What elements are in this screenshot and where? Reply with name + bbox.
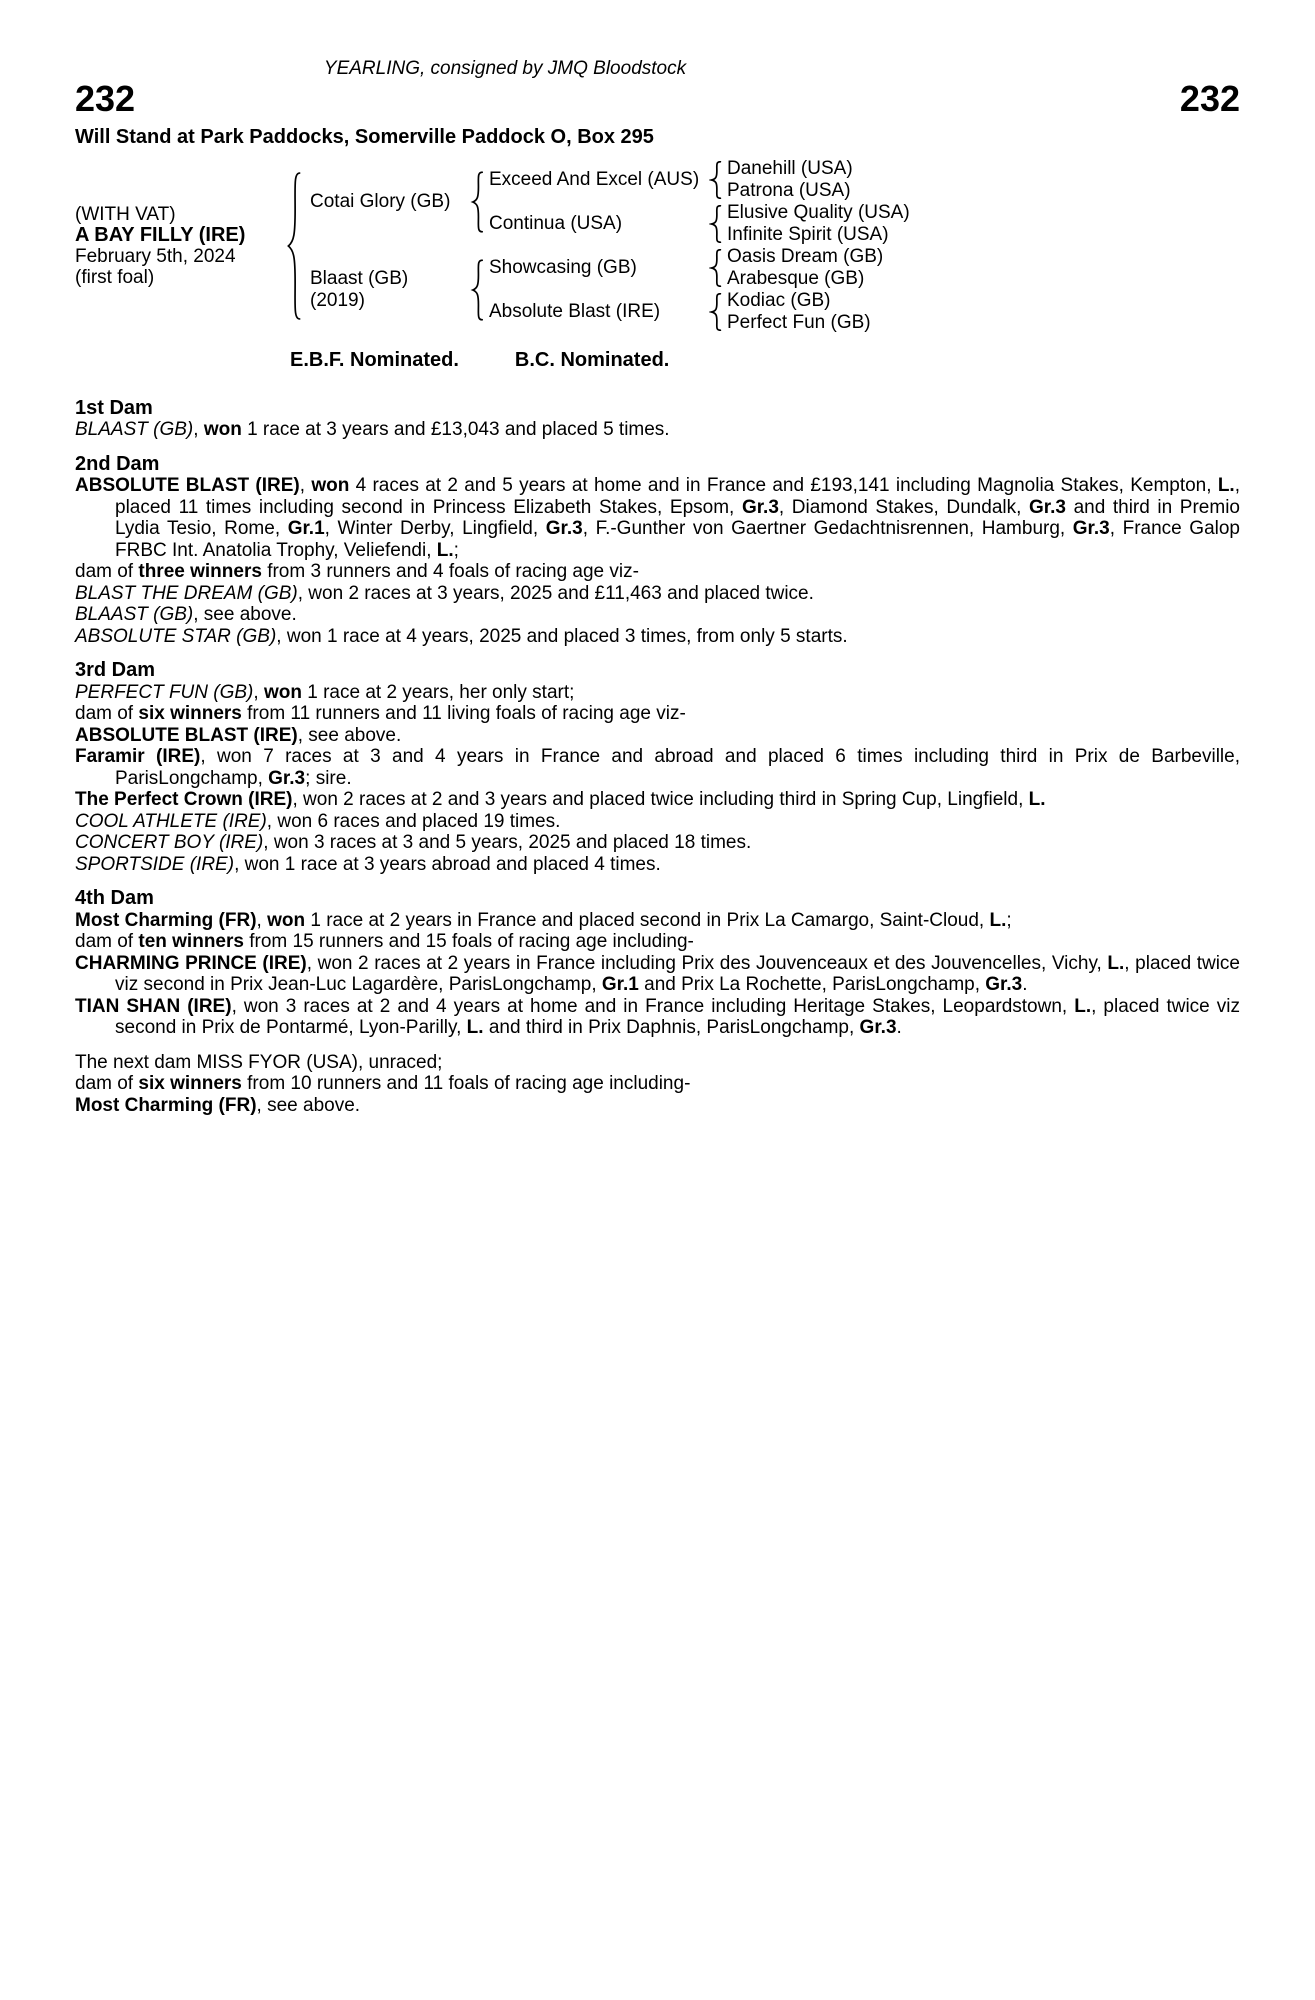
text-segment: .: [1022, 974, 1028, 995]
produce-entry: [75, 854, 1240, 876]
dam-name: Blaast (GB): [310, 268, 409, 289]
stand-location-line: Will Stand at Park Paddocks, Somerville Paddock O, Box 295: [75, 125, 654, 148]
dam-branch: [310, 246, 910, 334]
pedigree-brace-icon: [709, 161, 723, 199]
grandparent-branch: [489, 158, 910, 202]
text-segment: dam of: [75, 1073, 139, 1094]
produce-entry: [75, 832, 1240, 854]
produce-entry: [75, 953, 1240, 996]
great-grandparents: [727, 202, 910, 246]
dam3-produce-intro: [75, 703, 1240, 725]
produce-entry: [75, 604, 1240, 626]
catalogue-body: [75, 398, 1240, 1117]
text-segment: ABSOLUTE BLAST (IRE): [75, 724, 298, 746]
text-segment: ;: [1006, 909, 1012, 931]
section-gap: [75, 1039, 1240, 1052]
great-grandparent-name: Perfect Fun (GB): [727, 312, 871, 333]
text-segment: , see above.: [256, 1094, 361, 1116]
great-grandparent-name: Patrona (USA): [727, 180, 851, 201]
text-segment: ABSOLUTE BLAST (IRE): [75, 475, 300, 496]
granddam-name: Continua (USA): [489, 213, 623, 234]
text-segment: 1 race at 3 years and £13,043 and placed 5 times.: [241, 419, 670, 440]
text-segment: 4 races at 2 and 5 years at home and in France and £193,141 including Magnolia Stakes, Kempton,: [349, 475, 1218, 496]
text-segment: , won 6 races and placed 19 times.: [266, 810, 561, 832]
great-grandparent-name: Danehill (USA): [727, 158, 853, 179]
great-grandparent-name: Arabesque (GB): [727, 268, 865, 289]
text-segment: , Winter Derby, Lingfield,: [324, 518, 546, 539]
text-segment: Gr.3: [985, 974, 1023, 995]
text-segment: ;: [453, 539, 459, 561]
text-segment: , Diamond Stakes, Dundalk,: [778, 496, 1029, 518]
text-segment: Gr.3: [545, 518, 583, 539]
grandparent-branch: [489, 202, 910, 246]
text-segment: , placed twice viz second in Prix Jean-Luc Lagardère, ParisLongchamp,: [115, 952, 1241, 995]
great-grandparents: [727, 290, 871, 334]
pedigree-brace-dam-icon: [470, 259, 485, 321]
text-segment: and Prix La Rochette, ParisLongchamp,: [638, 974, 986, 995]
bc-nominated-label: B.C. Nominated.: [514, 349, 670, 371]
dam1-record: [75, 419, 1240, 441]
pedigree-brace-sire-icon: [470, 171, 485, 233]
text-segment: , see above.: [193, 604, 297, 625]
text-segment: Most Charming (FR): [75, 909, 257, 931]
produce-entry: [75, 1095, 1240, 1117]
text-segment: won: [311, 475, 350, 496]
produce-entry: [75, 789, 1240, 811]
dam3-record: [75, 682, 1240, 704]
text-segment: ; sire.: [305, 767, 352, 789]
produce-entry: [75, 811, 1240, 833]
produce-entry: [75, 746, 1240, 789]
dam2-record: [75, 475, 1240, 561]
ebf-nominated-label: E.B.F. Nominated.: [290, 349, 459, 371]
section-gap: [75, 875, 1240, 888]
text-segment: The next dam MISS FYOR (USA), unraced;: [75, 1051, 443, 1073]
text-segment: .: [896, 1017, 902, 1038]
text-segment: six winners: [138, 1073, 242, 1094]
text-segment: Gr.3: [859, 1017, 897, 1038]
text-segment: L.: [436, 539, 454, 561]
next-dam-line: [75, 1052, 1240, 1074]
sire-grandparents: [489, 158, 910, 246]
text-segment: BLAAST (GB): [75, 419, 194, 440]
text-segment: three winners: [138, 561, 262, 582]
text-segment: , won 2 races at 2 and 3 years and placed twice including third in Spring Cup, Lingfield,: [292, 789, 1029, 810]
text-segment: ten winners: [138, 931, 244, 952]
text-segment: , won 3 races at 3 and 5 years, 2025 and placed 18 times.: [263, 832, 752, 853]
dam-grandparents: [489, 246, 883, 334]
text-segment: dam of: [75, 561, 139, 582]
text-segment: Gr.3: [1028, 496, 1066, 518]
produce-entry: [75, 996, 1240, 1039]
dam4-record: [75, 910, 1240, 932]
great-grandparent-name: Infinite Spirit (USA): [727, 224, 889, 245]
text-segment: 1 race at 2 years in France and placed second in Prix La Camargo, Saint-Cloud,: [305, 909, 990, 931]
text-segment: , see above.: [297, 724, 402, 746]
text-segment: dam of: [75, 703, 139, 724]
text-segment: The Perfect Crown (IRE): [75, 789, 293, 810]
text-segment: Gr.3: [268, 767, 306, 789]
text-segment: won: [267, 909, 306, 931]
text-segment: , placed twice viz second in Prix de Pontarmé, Lyon-Parilly,: [115, 995, 1240, 1038]
text-segment: , won 2 races at 2 years in France including Prix des Jouvenceaux et des Jouvencelles, Vichy,: [306, 952, 1108, 974]
text-segment: 1 race at 2 years, her only start;: [301, 681, 575, 703]
text-segment: , won 1 race at 3 years abroad and placed 4 times.: [234, 853, 661, 875]
text-segment: , won 2 races at 3 years, 2025 and £11,463 and placed twice.: [297, 582, 814, 604]
text-segment: ,: [193, 419, 204, 440]
pedigree-brace-icon: [709, 205, 723, 243]
vat-note: (WITH VAT): [75, 204, 176, 225]
section-heading: 3rd Dam: [75, 659, 156, 681]
text-segment: CHARMING PRINCE (IRE): [75, 952, 307, 974]
text-segment: from 11 runners and 11 living foals of racing age viz-: [241, 703, 686, 724]
produce-entry: [75, 626, 1240, 648]
sire-name: Cotai Glory (GB): [310, 191, 451, 212]
grandsire-name: Exceed And Excel (AUS): [489, 169, 700, 190]
text-segment: , won 1 race at 4 years, 2025 and placed 3 times, from only 5 starts.: [276, 625, 848, 647]
great-grandparent-name: Kodiac (GB): [727, 290, 831, 311]
text-segment: L.: [1028, 789, 1046, 810]
dam-name-cell: [310, 268, 466, 312]
text-segment: Gr.3: [741, 496, 779, 518]
text-segment: Gr.1: [601, 974, 639, 995]
text-segment: from 10 runners and 11 foals of racing age including-: [241, 1073, 691, 1094]
section-gap: [75, 647, 1240, 660]
section-heading: 2nd Dam: [75, 452, 160, 475]
consignor-line: YEARLING, consigned by JMQ Bloodstock: [323, 58, 687, 79]
lot-number-left: 232: [75, 77, 136, 119]
text-segment: Most Charming (FR): [75, 1094, 257, 1116]
dam-year: (2019): [310, 290, 365, 311]
text-segment: and third in Prix Daphnis, ParisLongchamp,: [483, 1017, 860, 1038]
text-segment: TIAN SHAN (IRE): [75, 995, 232, 1017]
text-segment: won: [263, 681, 302, 703]
text-segment: Gr.1: [287, 518, 325, 539]
great-grandparent-name: Oasis Dream (GB): [727, 246, 884, 267]
text-segment: , won 3 races at 2 and 4 years at home and in France including Heritage Stakes, Leopardstown,: [231, 995, 1075, 1017]
text-segment: six winners: [138, 703, 242, 724]
horse-details: [75, 204, 281, 288]
granddam2-name: Absolute Blast (IRE): [489, 301, 661, 322]
horse-name: A BAY FILLY (IRE): [75, 224, 246, 246]
section-heading: 4th Dam: [75, 887, 154, 909]
foal-date: February 5th, 2024: [75, 246, 236, 267]
text-segment: BLAST THE DREAM (GB): [75, 582, 298, 604]
text-segment: Faramir (IRE): [75, 746, 201, 767]
great-grandparents: [727, 158, 853, 202]
section-heading: 1st Dam: [75, 396, 153, 419]
text-segment: , placed 11 times including second in Princess Elizabeth Stakes, Epsom,: [115, 475, 1240, 518]
text-segment: CONCERT BOY (IRE): [75, 832, 264, 853]
text-segment: SPORTSIDE (IRE): [75, 853, 235, 875]
text-segment: Gr.3: [1072, 518, 1110, 539]
text-segment: COOL ATHLETE (IRE): [75, 810, 267, 832]
pedigree-brace-icon: [709, 293, 723, 331]
text-segment: L.: [989, 909, 1007, 931]
dam2-produce-intro: [75, 561, 1240, 583]
great-grandparent-name: Elusive Quality (USA): [727, 202, 910, 223]
text-segment: dam of: [75, 931, 139, 952]
text-segment: , F.-Gunther von Gaertner Gedachtnisrennen, Hamburg,: [582, 518, 1073, 539]
pedigree-brace-icon: [709, 249, 723, 287]
text-segment: from 3 runners and 4 foals of racing age viz-: [261, 561, 639, 582]
text-segment: PERFECT FUN (GB): [75, 681, 254, 703]
text-segment: L.: [466, 1017, 484, 1038]
pedigree-table: [75, 158, 1240, 334]
pedigree-brace-outer-icon: [285, 170, 303, 322]
produce-entry: [75, 583, 1240, 605]
text-segment: ABSOLUTE STAR (GB): [75, 625, 277, 647]
text-segment: L.: [1217, 475, 1235, 496]
grandparent-branch: [489, 246, 883, 290]
text-segment: won: [203, 419, 242, 440]
great-grandparents: [727, 246, 883, 290]
text-segment: and third in Premio Lydia Tesio, Rome,: [115, 496, 1240, 539]
text-segment: ,: [299, 475, 312, 496]
text-segment: BLAAST (GB): [75, 604, 194, 625]
foal-note: (first foal): [75, 267, 155, 288]
text-segment: L.: [1074, 995, 1092, 1017]
text-segment: , France Galop FRBC Int. Anatolia Trophy, Veliefendi,: [115, 518, 1241, 561]
damsire-name: Showcasing (GB): [489, 257, 637, 278]
nominations-line: [290, 350, 1240, 372]
text-segment: , won 7 races at 3 and 4 years in France and abroad and placed 6 times including third in Prix de Barbeville, ParisLongchamp,: [115, 746, 1240, 789]
sire-branch: [310, 158, 910, 246]
text-segment: L.: [1107, 952, 1125, 974]
grandparent-branch: [489, 290, 883, 334]
text-segment: ,: [253, 681, 264, 703]
text-segment: from 15 runners and 15 foals of racing age including-: [243, 931, 694, 952]
consignor-line-wrap: [75, 58, 935, 80]
section-gap: [75, 441, 1240, 454]
lot-number-row: [75, 77, 1240, 119]
text-segment: ,: [256, 909, 268, 931]
produce-entry: [75, 725, 1240, 747]
next-dam-produce-intro: [75, 1073, 1240, 1095]
pedigree-parents: [310, 158, 910, 334]
dam4-produce-intro: [75, 931, 1240, 953]
lot-number-right: 232: [1179, 77, 1240, 119]
